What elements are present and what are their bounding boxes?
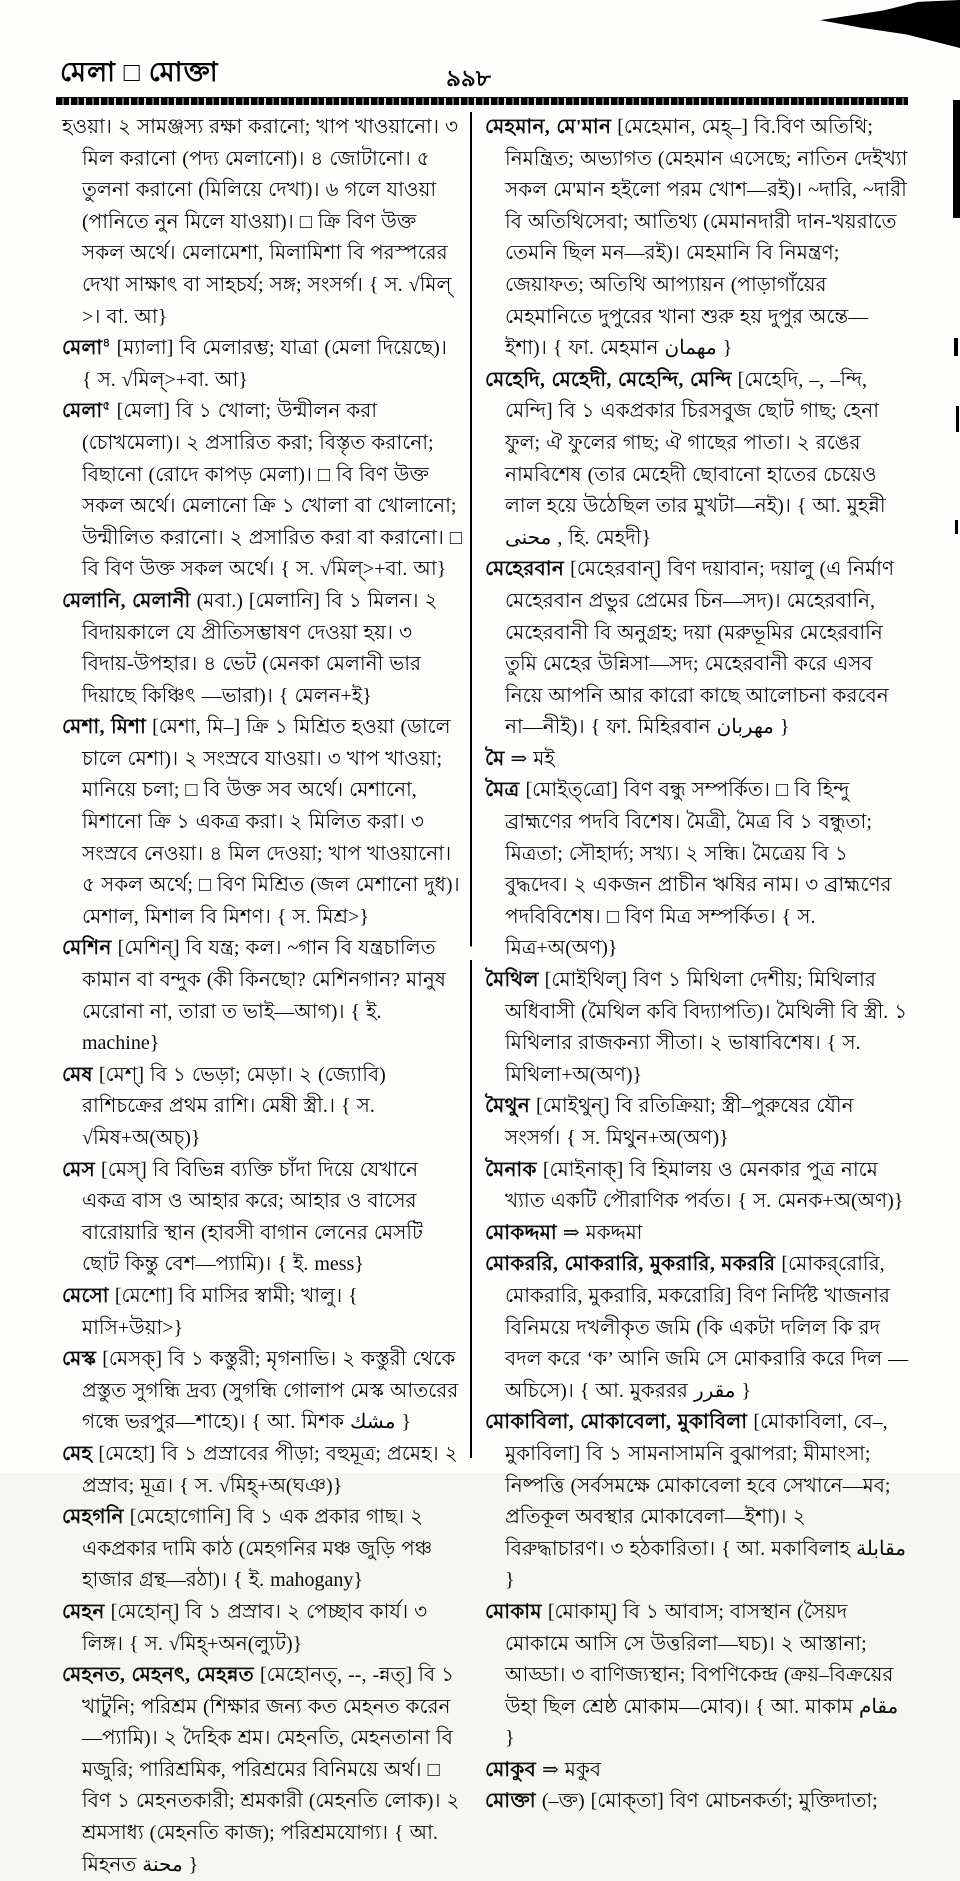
dictionary-entry	[62, 1155, 462, 1281]
entry-body: [মেশ্] বি ১ ভেড়া; মেড়া। ২ (জ্যোবি) রাশিচক্রের প্রথম রাশি। মেষী স্ত্রী.। { স. √মিষ+অ(অচ্)}	[82, 1063, 386, 1149]
dictionary-entry	[62, 1439, 462, 1502]
dictionary-entry	[62, 112, 462, 333]
entry-body: (–ক্ত) [মোক্‌তা] বিণ মোচনকর্তা; মুক্তিদাতা;	[535, 1790, 878, 1813]
headword	[62, 590, 191, 612]
headword-text: মৈথুন	[485, 1095, 530, 1118]
entry-body: [মেশিন্] বি যন্ত্র; কল। ~গান বি যন্ত্রচালিত কামান বা বন্দুক (কী কিনছো? মেশিনগান? মানুষ মেরোনা না, তারা ত ভাই—আগ)। { ই. machine}	[82, 937, 446, 1055]
headword	[62, 716, 146, 738]
headword	[485, 558, 564, 580]
headword-text: মেশা, মিশা	[62, 716, 147, 739]
headword	[485, 779, 520, 801]
headword	[62, 1348, 96, 1370]
dictionary-entry	[62, 1344, 462, 1439]
scan-edge-artifact	[956, 406, 959, 432]
headword-text: মেস্ক	[62, 1348, 97, 1371]
headword	[62, 1443, 92, 1465]
headword	[62, 1506, 124, 1528]
dictionary-entry	[62, 333, 462, 396]
headword-text: মোক্তা	[485, 1790, 536, 1813]
headword	[485, 1411, 747, 1433]
headword-homograph-number: ৪	[102, 335, 111, 350]
entry-body: [মেশা, মি–] ক্রি ১ মিশ্রিত হওয়া (ডালে চালে মেশা)। ২ সংস্রবে যাওয়া। ৩ খাপ খাওয়া; মানিয়ে চলা; □ বি উক্ত সব অর্থে। মেশানো, মিশানো ক্রি ১ একত্র করা। ২ মিলিত করা। ৩ সংস্রবে নেওয়া। ৪ মিল দেওয়া; খাপ খাওয়ানো। ৫ সকল অর্থে; □ বিণ মিশ্রিত (জল মেশানো দুধ)। মেশাল, মিশাল বি মিশণ। { স. মিশ্র>}	[82, 716, 460, 928]
entry-body: হওয়া। ২ সামঞ্জস্য রক্ষা করানো; খাপ খাওয়ানো। ৩ মিল করানো (পদ্য মেলানো)। ৪ জোটানো। ৫ তুলনা করানো (মিলিয়ে দেখা)। ৬ গলে যাওয়া (পানিতে নুন মিলে যাওয়া)। □ ক্রি বিণ উক্ত সকল অর্থে। মেলামেশা, মিলামিশা বি পরস্পরের দেখা সাক্ষাৎ বা সাহচর্য; সঙ্গ; সংসর্গ। { স. √মিল্ >। বা. আ}	[62, 116, 458, 328]
headword-text: মৈ	[485, 747, 505, 770]
headword	[62, 1159, 95, 1181]
entry-body: ⇒ মকুব	[536, 1758, 602, 1781]
headword	[62, 937, 112, 959]
entry-body: [মেহেমান, মেহ্–] বি.বিণ অতিথি; নিমন্ত্রিত; অভ্যাগত (মেহমান এসেছে; নাতিন দেইখ্যা সকল মে'মান হইলো পরম খোশ—রই)। ~দারি, ~দারী বি অতিথিসেবা; আতিথ্য (মেমানদারী দান-খয়রাতে তেমনি ছিল মন—রই)। মেহমানি বি নিমন্ত্রণ; জেয়াফত; অতিথি আপ্যায়ন (পাড়াগাঁয়ের মেহমানিতে দুপুরের খানা শুরু হয় দুপুর অন্তে—ইশা)। { ফা. মেহমান مهمان }	[505, 116, 908, 360]
dictionary-entry	[485, 1786, 909, 1818]
dictionary-entry	[485, 1155, 909, 1218]
entry-body: [মোইথিল্] বিণ ১ মিথিলা দেশীয়; মিথিলার অধিবাসী (মৈথিল কবি বিদ্যাপতি)। মৈথিলী বি স্ত্রী. ১ মিথিলার রাজকন্যা সীতা। ২ ভাষাবিশেষ। { স. মিথিলা+অ(অণ)}	[505, 969, 908, 1086]
headword-text: মৈনাক	[485, 1158, 537, 1181]
headword	[485, 1601, 542, 1623]
headword-homograph-number: ৫	[102, 398, 111, 413]
left-column	[62, 112, 462, 1881]
headword	[62, 1601, 105, 1623]
headword-text: মেস	[62, 1158, 96, 1181]
headword-text: মেহ	[62, 1442, 93, 1465]
dictionary-entry	[485, 744, 909, 776]
dictionary-entry	[485, 1249, 909, 1407]
headword-text: মোকাম	[485, 1600, 542, 1623]
dictionary-entry	[485, 1407, 909, 1597]
headword	[485, 369, 732, 391]
dictionary-entry	[485, 965, 909, 1091]
dictionary-entry	[485, 1597, 909, 1755]
headword-text: মেহেরবান	[485, 558, 565, 581]
dictionary-entry	[62, 1502, 462, 1597]
entry-body: [মোকাবিলা, বে–, মুকাবিলা] বি ১ সামনাসামনি বুঝাপরা; মীমাংসা; নিষ্পত্তি (সর্বসমক্ষে মোকাবেলা হবে সেখানে—মব; প্রতিকূল অবস্থার মোকাবেলা—ইশা)। ২ বিরুদ্ধাচারণ। ৩ হঠকারিতা। { আ. মকাবিলাহ مقابلة }	[505, 1411, 906, 1592]
headword	[62, 337, 111, 359]
entry-body: [মোইনাক্] বি হিমালয় ও মেনকার পুত্র নামে খ্যাত একটি পৌরাণিক পর্বত। { স. মেনক+অ(অণ)}	[505, 1158, 904, 1213]
headword-text: মোকাবিলা, মোকাবেলা, মুকাবিলা	[485, 1411, 748, 1434]
dictionary-entry	[485, 112, 909, 365]
dictionary-entry	[62, 712, 462, 933]
headword	[485, 1095, 530, 1117]
dictionary-entry	[485, 554, 909, 744]
dictionary-entry	[62, 1281, 462, 1344]
scan-edge-artifact	[955, 520, 958, 534]
scan-edge-artifact	[953, 100, 960, 218]
dictionary-entry	[485, 775, 909, 965]
headword-text: মেহগনি	[62, 1506, 124, 1529]
entry-body: [মেহোনত্, --, -ন্নত্] বি ১ খাটুনি; পরিশ্রম (শিক্ষার জন্য কত মেহনত করেন—প্যামি)। ২ দৈহিক শ্রম। মেহনতি, মেহনতানা বি মজুরি; পারিশ্রমিক, পরিশ্রমের বিনিময়ে অর্থ। □ বিণ ১ মেহনতকারী; শ্রমকারী (মেহনতি লোক)। ২ শ্রমসাধ্য (মেহনতি কাজ); পরিশ্রমযোগ্য। { আ. মিহনত محنة }	[82, 1664, 460, 1876]
entry-body: [মেহোগোনি] বি ১ এক প্রকার গাছ। ২ একপ্রকার দামি কাঠ (মেহগনির মঞ্চ জুড়ি পঞ্চ হাজার গ্রন্থ—রঠা)। { ই. mahogany}	[82, 1506, 433, 1592]
dictionary-entry	[485, 365, 909, 555]
headword	[62, 1664, 254, 1686]
right-column	[485, 112, 909, 1818]
headword	[485, 1159, 537, 1181]
headword-text: মেশিন	[62, 937, 112, 960]
headword-text: মেলা	[62, 337, 103, 360]
header-rule	[56, 97, 908, 105]
entry-body: [মেস্] বি বিভিন্ন ব্যক্তি চাঁদা দিয়ে যেখানে একত্র বাস ও আহার করে; আহার ও বাসের বারোয়ারি স্থান (হাবসী বাগান লেনের মেসটি ছোট কিন্তু বেশ—প্যামি)। { ই. mess}	[82, 1158, 423, 1276]
headword	[485, 116, 611, 138]
headword-text: মেহেদি, মেহেদী, মেহেন্দি, মেন্দি	[485, 368, 732, 391]
dictionary-entry	[485, 1755, 909, 1787]
headword-text: মৈত্র	[485, 779, 520, 802]
dictionary-entry	[485, 1218, 909, 1250]
headword	[485, 969, 539, 991]
entry-body: [মেসক্] বি ১ কস্তুরী; মৃগনাভি। ২ কস্তুরী থেকে প্রস্তুত সুগন্ধি দ্রব্য (সুগন্ধি গোলাপ মেস্ক আতরের গন্ধে ভরপুর—শাহে)। { আ. মিশক مشك }	[82, 1348, 459, 1434]
entry-body: ⇒ মই	[504, 747, 555, 770]
entry-body: [মেহোন্] বি ১ প্রস্রাব। ২ পেচ্ছাব কার্য। ৩ লিঙ্গ। { স. √মিহ্+অন(ল্যুট)}	[82, 1600, 428, 1655]
entry-body: [মেহেদি, –, –ন্দি, মেন্দি] বি ১ একপ্রকার চিরসবুজ ছোট গাছ; হেনা ফুল; ঐ ফুলের গাছ; ঐ গাছের পাতা। ২ রঙের নামবিশেষ (তার মেহেদী ছোবানো হাতের চেয়েও লাল হয়ে উঠেছিল তার মুখটা—নই)। { আ. মুহন্নী محنى , হি. মেহদী}	[505, 368, 886, 549]
entry-body: [মেশো] বি মাসির স্বামী; খালু। { মাসি+উয়া>}	[82, 1284, 358, 1339]
headword	[485, 1759, 536, 1781]
page-number: ৯৯৮	[446, 66, 491, 91]
headword-text: মোকদ্দমা	[485, 1221, 557, 1244]
scan-corner-artifact	[820, 0, 960, 48]
entry-body: [মোইথুন্] বি রতিক্রিয়া; স্ত্রী–পুরুষের যৌন সংসর্গ। { স. মিথুন+অ(অণ)}	[505, 1095, 854, 1149]
entry-body: [মোইত্‌ত্রো] বিণ বন্ধু সম্পর্কিত। □ বি হিন্দু ব্রাহ্মণের পদবি বিশেষ। মৈত্রী, মৈত্র বি ১ বন্ধুতা; মিত্রতা; সৌহার্দ্য; সখ্য। ২ সন্ধি। মৈত্রেয় বি ১ বুদ্ধদেব। ২ একজন প্রাচীন ঋষির নাম। ৩ ব্রাহ্মণের পদবিবিশেষ। □ বিণ মিত্র সম্পর্কিত। { স. মিত্র+অ(অণ)}	[505, 779, 892, 960]
entry-body: [মোকর্‌রোরি, মোকরারি, মুকরারি, মকরোরি] বিণ নির্দিষ্ট খাজনার বিনিময়ে দখলীকৃত জমি (কি একটা দলিল কি রদ বদল করে ‘ক’ আনি জমি সে মোকরারি করে দিল —অচিসে)। { আ. মুকররর مقرر }	[505, 1253, 909, 1402]
entry-body: [মেহো] বি ১ প্রস্রাবের পীড়া; বহুমূত্র; প্রমেহ। ২ প্রস্রাব; মূত্র। { স. √মিহ্+অ(ঘঞ)}	[82, 1442, 458, 1497]
headword	[485, 1253, 775, 1275]
headword	[485, 1790, 536, 1812]
headword	[485, 748, 505, 770]
headword-text: মেলা	[62, 400, 103, 423]
headword-text: মেহনত, মেহনৎ, মেহন্নত	[62, 1664, 254, 1687]
headword-text: মৈথিল	[485, 969, 539, 992]
headword-text: মেসো	[62, 1284, 109, 1307]
running-head: মেলা □ মোক্তা	[60, 57, 219, 87]
dictionary-entry	[485, 1091, 909, 1154]
dictionary-entry	[62, 1060, 462, 1155]
dictionary-entry	[62, 1597, 462, 1660]
entry-body: (মবা.) [মেলানি] বি ১ মিলন। ২ বিদায়কালে যে প্রীতিসম্ভাষণ দেওয়া হয়। ৩ বিদায়-উপহার। ৪ ভেট (মেনকা মেলানী ভার দিয়াছে কিঞ্চিৎ —ভারা)। { মেলন+ই}	[82, 589, 438, 707]
dictionary-entry	[62, 586, 462, 712]
headword-text: মেষ	[62, 1063, 93, 1086]
column-divider	[470, 112, 472, 1458]
entry-body: [মেহেরবান্] বিণ দয়াবান; দয়ালু (এ নির্মাণ মেহেরবান প্রভুর প্রেমের চিন—সদ)। মেহেরবানি, মেহেরবানী বি অনুগ্রহ; দয়া (মরুভূমির মেহেরবানি তুমি মেহের উন্নিসা—সদ; মেহেরবানী করে এসব নিয়ে আপনি আর কারো কাছে আলোচনা করবেন না—নীই)। { ফা. মিহিরবান مهربان }	[505, 558, 895, 739]
headword-text: মেহন	[62, 1600, 105, 1623]
scan-edge-artifact	[954, 338, 958, 356]
headword	[62, 1064, 93, 1086]
dictionary-entry	[62, 396, 462, 586]
entry-body: [মোকাম্] বি ১ আবাস; বাসস্থান (সৈয়দ মোকামে আসি সে উত্তরিলা—ঘচ)। ২ আস্তানা; আড্ডা। ৩ বাণিজ্যস্থান; বিপণিকেন্দ্র (ক্রয়–বিক্রয়ের উহা ছিল শ্রেষ্ঠ মোকাম—মোব)। { আ. মাকাম مقام }	[505, 1600, 899, 1750]
headword-text: মোকুব	[485, 1758, 537, 1781]
headword	[62, 1285, 109, 1307]
headword	[62, 400, 111, 422]
dictionary-entry	[62, 933, 462, 1059]
headword-text: মেলানি, মেলানী	[62, 589, 191, 612]
headword-text: মোকররি, মোকরারি, মুকরারি, মকররি	[485, 1253, 776, 1276]
entry-body: [মেলা] বি ১ খোলা; উন্মীলন করা (চোখমেলা)। ২ প্রসারিত করা; বিস্তৃত করানো; বিছানো (রোদে কাপড় মেলা)। □ বি বিণ উক্ত সকল অর্থে। মেলানো ক্রি ১ খোলা বা খোলানো; উন্মীলিত করানো। ২ প্রসারিত করা বা করানো। □ বি বিণ উক্ত সকল অর্থে। { স. √মিল্>+বা. আ}	[82, 400, 462, 581]
entry-body: [ম্যালা] বি মেলারম্ভ; যাত্রা (মেলা দিয়েছে)। { স. √মিল্>+বা. আ}	[82, 337, 447, 391]
dictionary-entry	[62, 1660, 462, 1881]
headword	[485, 1222, 557, 1244]
headword-text: মেহমান, মে'মান	[485, 116, 612, 138]
entry-body: ⇒ মকদ্দমা	[556, 1221, 643, 1244]
